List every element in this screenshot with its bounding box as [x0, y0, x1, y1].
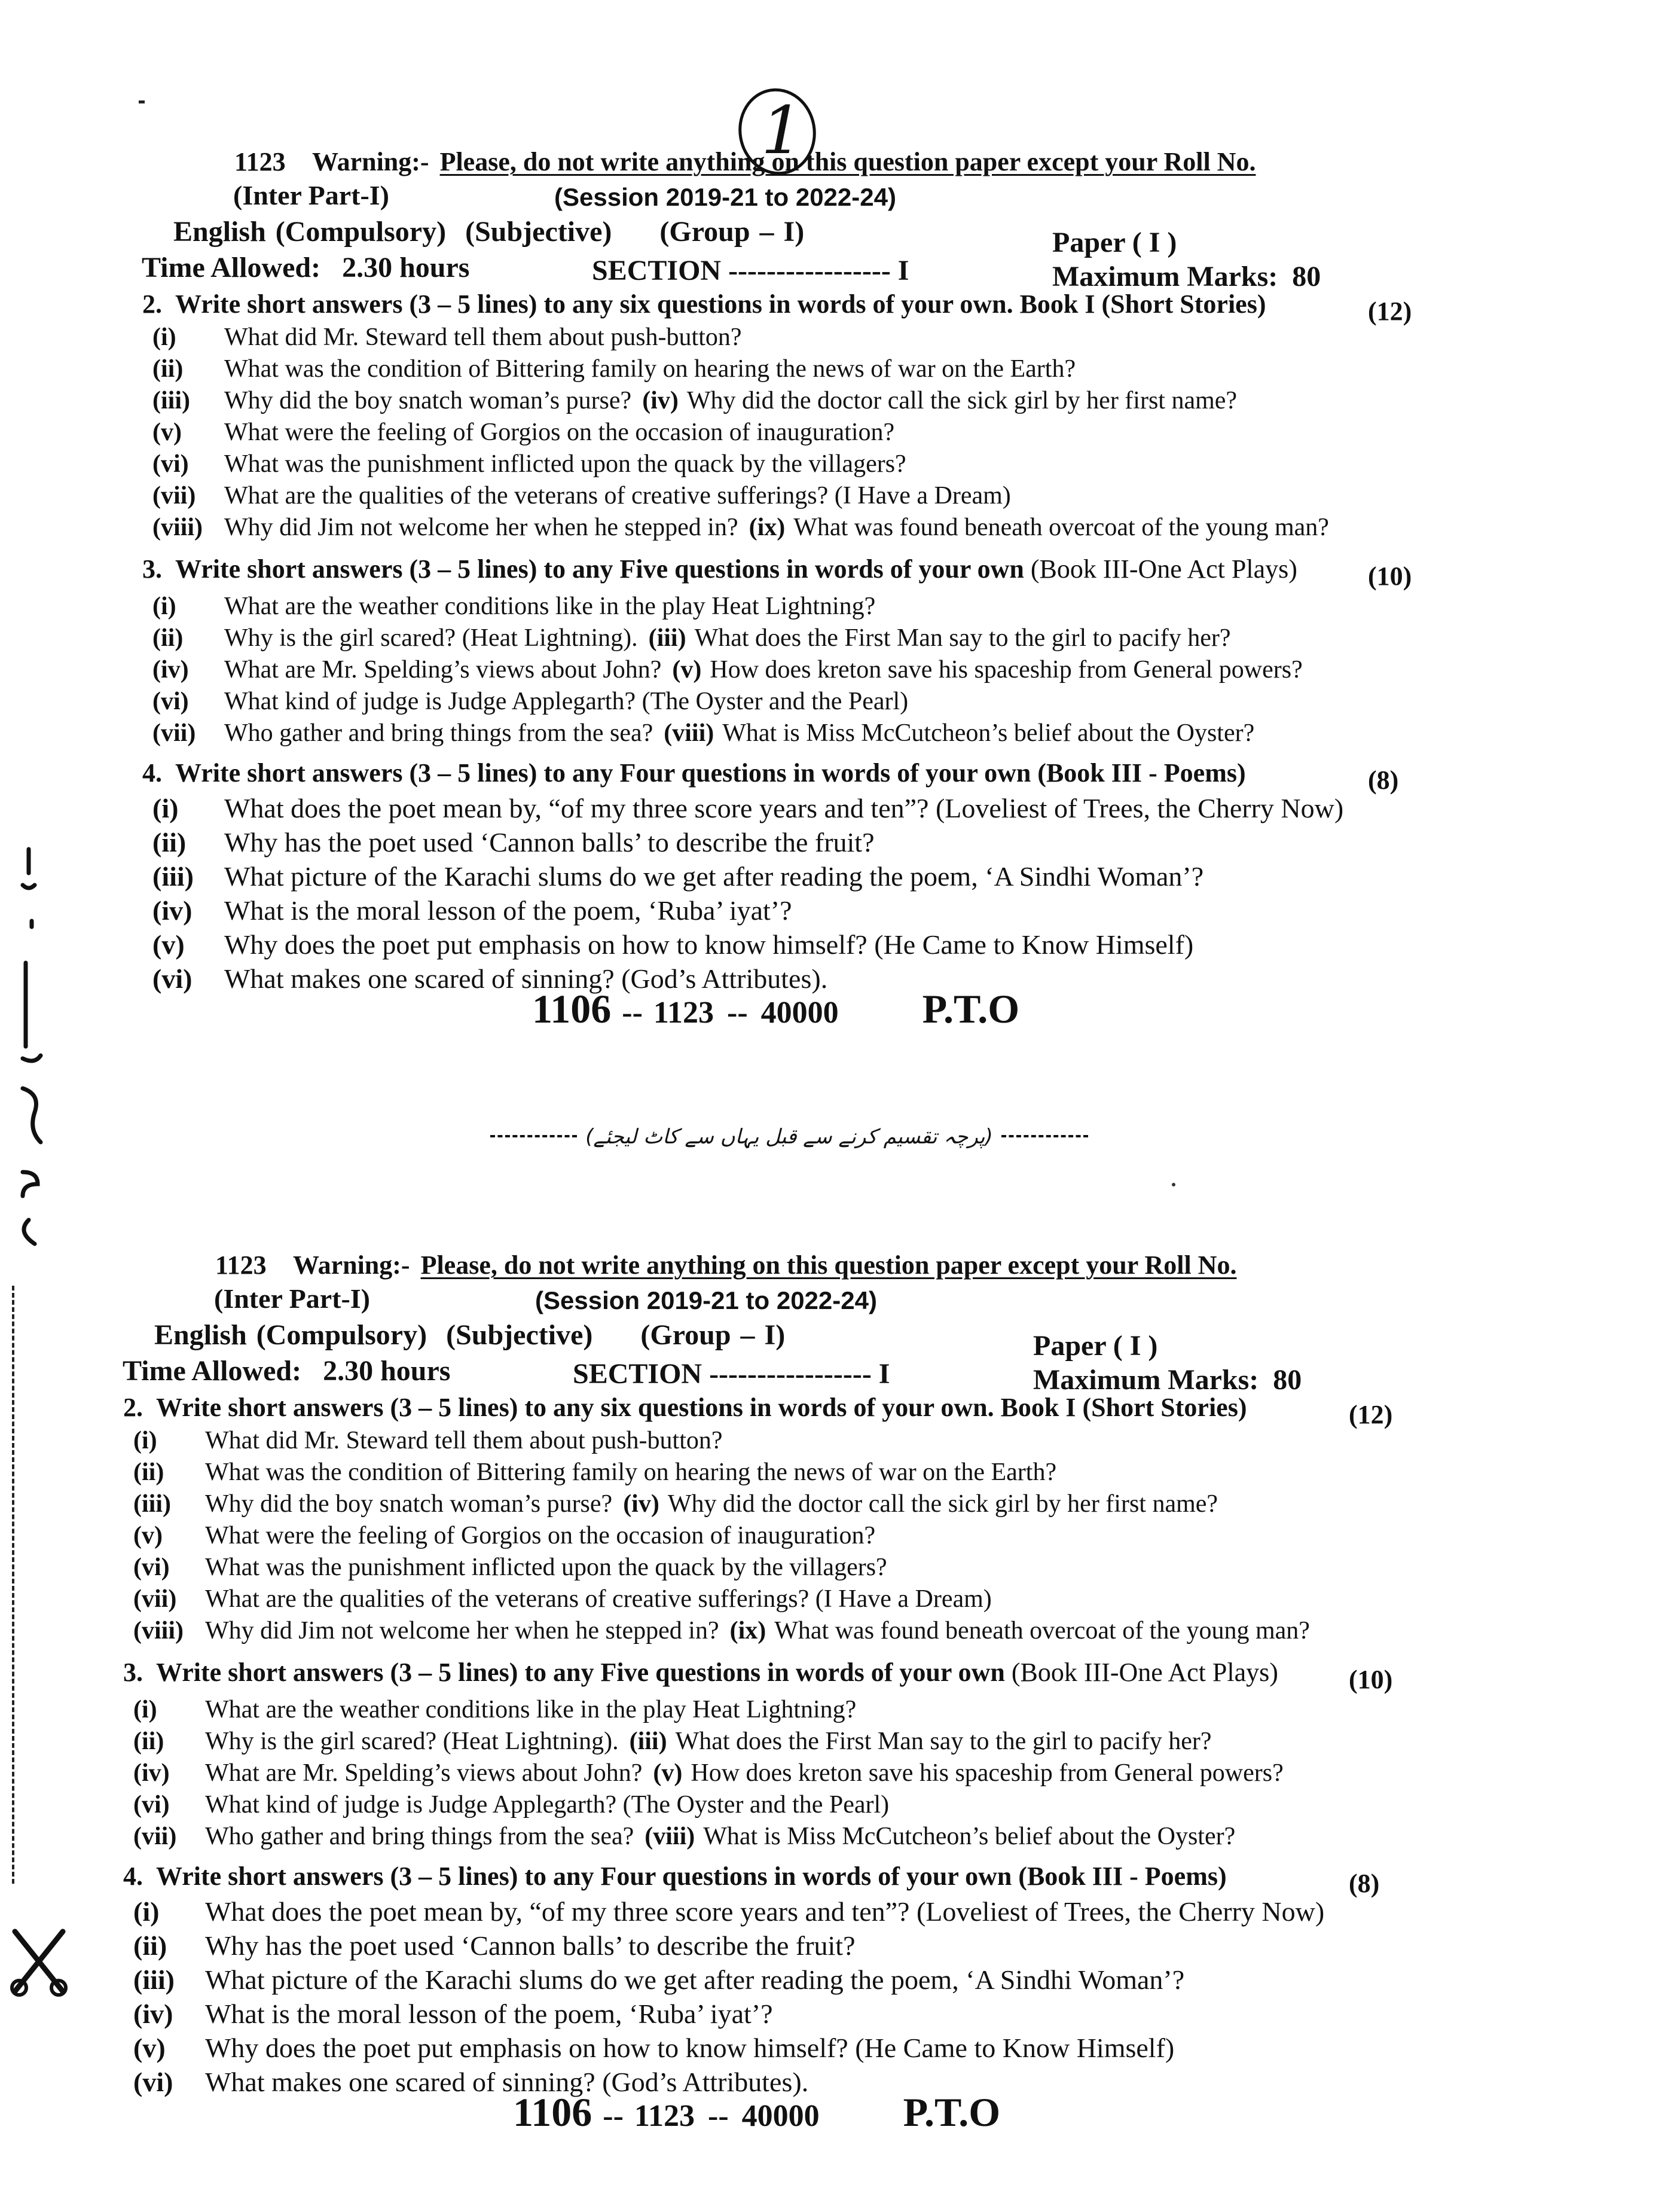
- exam-part: (Inter Part-I): [214, 1283, 370, 1314]
- item-number: (viii): [133, 1617, 184, 1644]
- item-text: Why is the girl scared? (Heat Lightning). (iii) What does the First Man say to the girl to pacify her?: [205, 1728, 1212, 1755]
- item-number: (i): [133, 1427, 157, 1454]
- item-text: What kind of judge is Judge Applegarth? (The Oyster and the Pearl): [224, 688, 909, 715]
- item-number: (ii): [152, 827, 187, 858]
- question-instruction: Write short answers (3 – 5 lines) to any Five questions in words of your own (Book III-One Act Plays): [156, 1658, 1278, 1687]
- item-number: (ii): [152, 624, 184, 652]
- subject-line: [173, 215, 804, 248]
- item-number: (vi): [152, 688, 189, 715]
- footer-code-b: 1123: [653, 996, 714, 1030]
- item-text: What are the weather conditions like in the play Heat Lightning?: [205, 1696, 857, 1723]
- item-text: What does the poet mean by, “of my three score years and ten”? (Loveliest of Trees, the Cherry Now): [224, 793, 1344, 823]
- item-text: Why has the poet used ‘Cannon balls’ to describe the fruit?: [224, 827, 875, 858]
- footer-code-c: 40000: [760, 996, 839, 1030]
- item-number: (i): [133, 1696, 157, 1723]
- cut-here-line: [490, 1118, 1088, 1154]
- scissors-icon: [6, 1926, 72, 1997]
- inline-item-number: (viii): [664, 719, 714, 747]
- question-instruction: Write short answers (3 – 5 lines) to any Five questions in words of your own (Book III-One Act Plays): [175, 554, 1297, 584]
- item-number: (v): [133, 1522, 163, 1549]
- inline-item-text: What was found beneath overcoat of the young man?: [774, 1617, 1310, 1644]
- stray-mark: [139, 100, 145, 103]
- item-number: (vi): [152, 450, 189, 478]
- question-number: 3.: [123, 1658, 143, 1687]
- maximum-marks: [1052, 260, 1321, 293]
- page-footer: [532, 986, 1019, 1033]
- time-value: 2.30 hours: [342, 252, 470, 283]
- inline-item-number: (viii): [644, 1823, 695, 1850]
- max-marks-label: Maximum Marks:: [1052, 261, 1278, 292]
- max-marks-value: 80: [1292, 261, 1321, 292]
- item-number: (i): [152, 793, 179, 823]
- question-number: 4.: [142, 758, 162, 788]
- pto-label: P.T.O: [922, 986, 1020, 1032]
- page-footer: [513, 2089, 1000, 2136]
- question-number: 3.: [142, 554, 162, 584]
- item-number: (v): [133, 2033, 166, 2063]
- warning-text: Please, do not write anything on this question paper except your Roll No.: [439, 147, 1256, 176]
- item-number: (iii): [152, 861, 194, 892]
- footer-code-a: 1106: [513, 2089, 592, 2135]
- item-text: What are the qualities of the veterans of creative sufferings? (I Have a Dream): [205, 1585, 992, 1613]
- question-source: (Book III-One Act Plays): [1011, 1658, 1278, 1687]
- item-number: (ii): [152, 355, 184, 383]
- item-text: Why did Jim not welcome her when he stepped in? (ix) What was found beneath overcoat of the young man?: [224, 514, 1329, 541]
- question-paper-copy-2: [0, 1103, 1677, 2180]
- item-number: (ii): [133, 1728, 164, 1755]
- item-number: (i): [152, 324, 176, 351]
- item-text: What are Mr. Spelding’s views about John? (v) How does kreton save his spaceship from General powers?: [224, 656, 1303, 684]
- item-text: Why did the boy snatch woman’s purse? (iv) Why did the doctor call the sick girl by her first name?: [224, 387, 1238, 414]
- question-paper-copy-1: [0, 0, 1677, 1076]
- inline-item-number: (iv): [623, 1490, 659, 1518]
- item-text: Who gather and bring things from the sea? (viii) What is Miss McCutcheon’s belief about the Oyster?: [205, 1823, 1236, 1850]
- time-label: Time Allowed:: [123, 1355, 302, 1387]
- item-text: What were the feeling of Gorgios on the occasion of inauguration?: [205, 1522, 876, 1549]
- item-number: (vi): [152, 963, 193, 994]
- question-heading: [123, 1657, 1278, 1688]
- question-instruction: Write short answers (3 – 5 lines) to any six questions in words of your own. Book I (Short Stories): [156, 1393, 1247, 1422]
- time-allowed: [142, 251, 469, 284]
- item-number: (ii): [133, 1930, 167, 1961]
- item-text: What was the condition of Bittering family on hearing the news of war on the Earth?: [224, 355, 1076, 383]
- question-marks: (12): [1349, 1400, 1393, 1429]
- item-number: (iv): [152, 656, 189, 684]
- item-text: What makes one scared of sinning? (God’s Attributes).: [224, 963, 828, 994]
- question-marks: (12): [1368, 297, 1412, 326]
- question-heading: [142, 554, 1297, 584]
- question-heading: [123, 1861, 1227, 1891]
- max-marks-value: 80: [1273, 1364, 1302, 1396]
- question-marks: (10): [1349, 1665, 1393, 1694]
- group: (Group – I): [640, 1319, 786, 1351]
- item-number: (ii): [133, 1459, 164, 1486]
- item-number: (v): [152, 929, 185, 960]
- inline-item-text: Why did the doctor call the sick girl by her first name?: [686, 387, 1238, 414]
- time-value: 2.30 hours: [323, 1355, 451, 1387]
- exam-part: (Inter Part-I): [233, 180, 389, 210]
- footer-sep: --: [708, 2099, 729, 2133]
- footer-code-c: 40000: [741, 2099, 820, 2133]
- item-number: (iii): [152, 387, 190, 414]
- question-number: 4.: [123, 1862, 143, 1891]
- item-number: (i): [152, 593, 176, 620]
- footer-code-b: 1123: [634, 2099, 695, 2133]
- item-text: What was the punishment inflicted upon the quack by the villagers?: [224, 450, 906, 478]
- item-text: What was the punishment inflicted upon the quack by the villagers?: [205, 1554, 887, 1581]
- item-text: What does the poet mean by, “of my three score years and ten”? (Loveliest of Trees, the Cherry Now): [205, 1896, 1325, 1927]
- question-instruction: Write short answers (3 – 5 lines) to any Four questions in words of your own (Book III - Poems): [156, 1862, 1227, 1891]
- subject-line: [154, 1319, 785, 1351]
- subject: English (Compulsory): [173, 216, 447, 248]
- item-number: (iv): [152, 895, 193, 926]
- section-label: SECTION ----------------- I: [573, 1358, 890, 1390]
- margin-cut-line: [12, 1286, 20, 1884]
- item-number: (i): [133, 1896, 160, 1927]
- item-number: (iv): [133, 1759, 170, 1787]
- inline-item-text: Why did the doctor call the sick girl by her first name?: [667, 1490, 1218, 1518]
- item-text: Why does the poet put emphasis on how to know himself? (He Came to Know Himself): [224, 929, 1194, 960]
- subject: English (Compulsory): [154, 1319, 427, 1351]
- margin-handwriting-icon: [5, 837, 53, 1256]
- item-text: Why does the poet put emphasis on how to know himself? (He Came to Know Himself): [205, 2033, 1175, 2063]
- inline-item-number: (ix): [729, 1617, 766, 1644]
- cut-dash-right: [1001, 1135, 1088, 1137]
- question-number: 2.: [142, 289, 162, 319]
- item-number: (vi): [133, 2067, 173, 2097]
- item-text: Why did Jim not welcome her when he stepped in? (ix) What was found beneath overcoat of the young man?: [205, 1617, 1310, 1644]
- item-number: (v): [152, 419, 182, 446]
- group: (Group – I): [659, 216, 805, 248]
- pto-label: P.T.O: [903, 2089, 1001, 2135]
- question-instruction: Write short answers (3 – 5 lines) to any six questions in words of your own. Book I (Short Stories): [175, 289, 1266, 319]
- inline-item-text: What is Miss McCutcheon’s belief about the Oyster?: [703, 1823, 1236, 1850]
- inline-item-number: (v): [672, 656, 702, 684]
- question-heading: [142, 289, 1266, 319]
- inline-item-text: What was found beneath overcoat of the young man?: [793, 514, 1329, 541]
- paper-number: Paper ( I ): [1033, 1330, 1158, 1362]
- maximum-marks: [1033, 1363, 1302, 1396]
- item-number: (iii): [133, 1964, 175, 1995]
- item-text: What picture of the Karachi slums do we get after reading the poem, ‘A Sindhi Woman’?: [224, 861, 1204, 892]
- question-heading: [123, 1392, 1247, 1423]
- inline-item-text: What is Miss McCutcheon’s belief about the Oyster?: [722, 719, 1255, 747]
- question-heading: [142, 758, 1246, 788]
- item-text: What was the condition of Bittering family on hearing the news of war on the Earth?: [205, 1459, 1057, 1486]
- item-text: What did Mr. Steward tell them about push-button?: [205, 1427, 723, 1454]
- question-marks: (8): [1349, 1869, 1380, 1898]
- item-number: (vi): [133, 1554, 170, 1581]
- circled-page-number: 1: [726, 81, 828, 182]
- item-number: (vi): [133, 1791, 170, 1819]
- item-text: Why is the girl scared? (Heat Lightning). (iii) What does the First Man say to the girl to pacify her?: [224, 624, 1231, 652]
- time-label: Time Allowed:: [142, 252, 321, 283]
- item-number: (viii): [152, 514, 203, 541]
- inline-item-number: (ix): [749, 514, 786, 541]
- time-allowed: [123, 1354, 450, 1387]
- paper-code: 1123: [215, 1250, 267, 1280]
- session: (Session 2019-21 to 2022-24): [535, 1286, 877, 1314]
- cut-instruction: (پرچہ تقسیم کرنے سے قبل یہاں سے کاٹ لیجئے): [585, 1124, 993, 1149]
- item-number: (vii): [152, 482, 196, 509]
- inline-item-text: How does kreton save his spaceship from General powers?: [710, 656, 1303, 684]
- footer-sep: --: [727, 996, 748, 1030]
- warning: [293, 1250, 1236, 1280]
- paper-number: Paper ( I ): [1052, 227, 1177, 258]
- item-text: Who gather and bring things from the sea? (viii) What is Miss McCutcheon’s belief about the Oyster?: [224, 719, 1255, 747]
- paper-code: 1123: [234, 147, 286, 176]
- item-text: What makes one scared of sinning? (God’s Attributes).: [205, 2067, 809, 2097]
- item-text: Why did the boy snatch woman’s purse? (iv) Why did the doctor call the sick girl by her first name?: [205, 1490, 1218, 1518]
- stray-dot: [1172, 1183, 1175, 1186]
- inline-item-text: What does the First Man say to the girl to pacify her?: [694, 624, 1231, 652]
- warning-label: Warning:-: [312, 147, 429, 176]
- question-marks: (10): [1368, 562, 1412, 591]
- item-number: (iv): [133, 1999, 173, 2029]
- item-number: (vii): [152, 719, 196, 747]
- paper-type: (Subjective): [446, 1319, 593, 1351]
- question-marks: (8): [1368, 765, 1399, 795]
- item-number: (iii): [133, 1490, 171, 1518]
- inline-item-text: How does kreton save his spaceship from General powers?: [691, 1759, 1284, 1787]
- inline-item-number: (iv): [642, 387, 679, 414]
- footer-sep: --: [622, 996, 643, 1030]
- footer-sep: --: [603, 2099, 624, 2133]
- question-source: (Book III-One Act Plays): [1030, 554, 1297, 584]
- inline-item-number: (v): [653, 1759, 683, 1787]
- section-label: SECTION ----------------- I: [592, 255, 909, 286]
- session: (Session 2019-21 to 2022-24): [554, 183, 896, 211]
- item-text: What is the moral lesson of the poem, ‘Ruba’ iyat’?: [205, 1999, 773, 2029]
- max-marks-label: Maximum Marks:: [1033, 1364, 1259, 1396]
- inline-item-number: (iii): [648, 624, 686, 652]
- item-text: What were the feeling of Gorgios on the occasion of inauguration?: [224, 419, 895, 446]
- item-number: (vii): [133, 1585, 177, 1613]
- paper-type: (Subjective): [465, 216, 612, 248]
- item-text: What is the moral lesson of the poem, ‘Ruba’ iyat’?: [224, 895, 792, 926]
- item-text: What are Mr. Spelding’s views about John? (v) How does kreton save his spaceship from General powers?: [205, 1759, 1284, 1787]
- warning-text: Please, do not write anything on this question paper except your Roll No.: [420, 1250, 1237, 1280]
- question-number: 2.: [123, 1393, 143, 1422]
- warning-label: Warning:-: [293, 1250, 410, 1280]
- question-instruction: Write short answers (3 – 5 lines) to any Four questions in words of your own (Book III - Poems): [175, 758, 1246, 788]
- inline-item-number: (iii): [629, 1728, 667, 1755]
- item-text: Why has the poet used ‘Cannon balls’ to describe the fruit?: [205, 1930, 856, 1961]
- inline-item-text: What does the First Man say to the girl to pacify her?: [675, 1728, 1212, 1755]
- item-text: What are the qualities of the veterans of creative sufferings? (I Have a Dream): [224, 482, 1011, 509]
- item-text: What picture of the Karachi slums do we get after reading the poem, ‘A Sindhi Woman’?: [205, 1964, 1185, 1995]
- footer-code-a: 1106: [532, 986, 612, 1032]
- item-text: What kind of judge is Judge Applegarth? (The Oyster and the Pearl): [205, 1791, 890, 1819]
- item-number: (vii): [133, 1823, 177, 1850]
- item-text: What are the weather conditions like in the play Heat Lightning?: [224, 593, 876, 620]
- item-text: What did Mr. Steward tell them about push-button?: [224, 324, 742, 351]
- cut-dash-left: [490, 1135, 577, 1137]
